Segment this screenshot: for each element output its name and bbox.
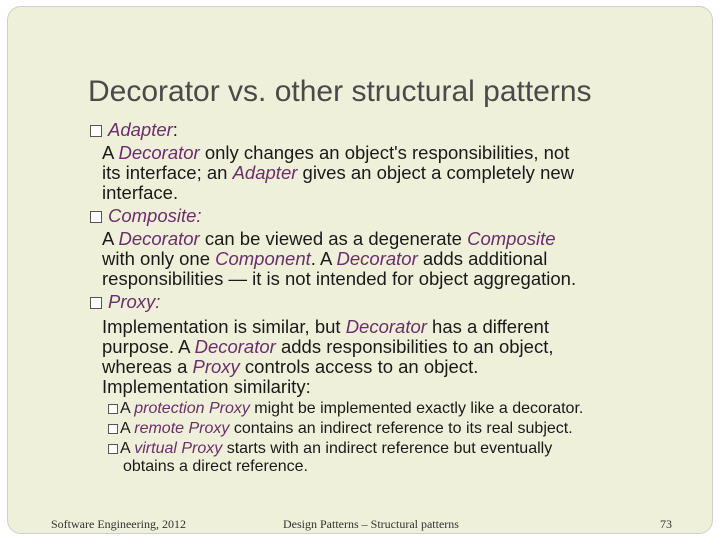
sub-checkbox-icon bbox=[108, 404, 118, 414]
sub-bullet-continuation: obtains a direct reference. bbox=[123, 458, 308, 475]
emphasized-term: Decorator bbox=[118, 228, 200, 249]
sub-bullet-text: A virtual Proxy starts with an indirect reference but eventually bbox=[120, 440, 553, 457]
emphasized-term: Decorator bbox=[336, 248, 418, 269]
emphasized-term: Composite bbox=[467, 228, 556, 249]
body-line: A Decorator only changes an object's responsibilities, not bbox=[102, 142, 570, 163]
body-line: whereas a Proxy controls access to an object. bbox=[102, 356, 479, 377]
emphasized-term: Decorator bbox=[118, 142, 200, 163]
footer-course: Software Engineering, 2012 bbox=[51, 517, 186, 531]
body-line: interface. bbox=[102, 182, 179, 203]
sub-checkbox-icon bbox=[108, 444, 118, 454]
sub-bullet-text: A remote Proxy contains an indirect reference to its real subject. bbox=[120, 420, 573, 437]
sub-bullet-text: A protection Proxy might be implemented exactly like a decorator. bbox=[120, 400, 584, 417]
body-line: purpose. A Decorator adds responsibilities to an object, bbox=[102, 336, 554, 357]
emphasized-term: remote Proxy bbox=[134, 420, 230, 437]
body-line: with only one Component. A Decorator adds additional bbox=[102, 248, 548, 269]
slide bbox=[7, 6, 713, 534]
checkbox-bullet-icon bbox=[90, 125, 102, 137]
emphasized-term: Proxy bbox=[192, 356, 240, 377]
checkbox-bullet-icon bbox=[90, 297, 102, 309]
bullet-heading: Adapter bbox=[108, 119, 173, 140]
bullet-proxy bbox=[90, 292, 160, 312]
page-number: 73 bbox=[660, 517, 672, 531]
emphasized-term: Adapter bbox=[232, 162, 298, 183]
sub-bullet bbox=[108, 400, 583, 418]
emphasized-term: Component bbox=[215, 248, 311, 269]
heading-suffix: : bbox=[172, 119, 178, 140]
bullet-composite bbox=[90, 206, 202, 226]
body-line: Implementation is similar, but Decorator has a different bbox=[102, 316, 549, 337]
checkbox-bullet-icon bbox=[90, 211, 102, 223]
bullet-heading: Composite: bbox=[108, 205, 202, 226]
sub-bullet bbox=[108, 420, 573, 438]
sub-bullet bbox=[108, 440, 552, 458]
body-line: its interface; an Adapter gives an object a completely new bbox=[102, 162, 575, 183]
body-line: A Decorator can be viewed as a degenerate Composite bbox=[102, 228, 556, 249]
emphasized-term: Decorator bbox=[194, 336, 276, 357]
bullet-heading: Proxy: bbox=[108, 291, 161, 312]
emphasized-term: virtual Proxy bbox=[134, 440, 223, 457]
body-line: responsibilities — it is not intended for object aggregation. bbox=[102, 268, 577, 289]
bullet-adapter bbox=[90, 120, 178, 140]
emphasized-term: Decorator bbox=[345, 316, 427, 337]
footer-topic: Design Patterns – Structural patterns bbox=[283, 517, 459, 531]
emphasized-term: protection Proxy bbox=[134, 400, 250, 417]
body-line: Implementation similarity: bbox=[102, 376, 311, 397]
slide-title: Decorator vs. other structural patterns bbox=[88, 75, 592, 108]
sub-checkbox-icon bbox=[108, 424, 118, 434]
